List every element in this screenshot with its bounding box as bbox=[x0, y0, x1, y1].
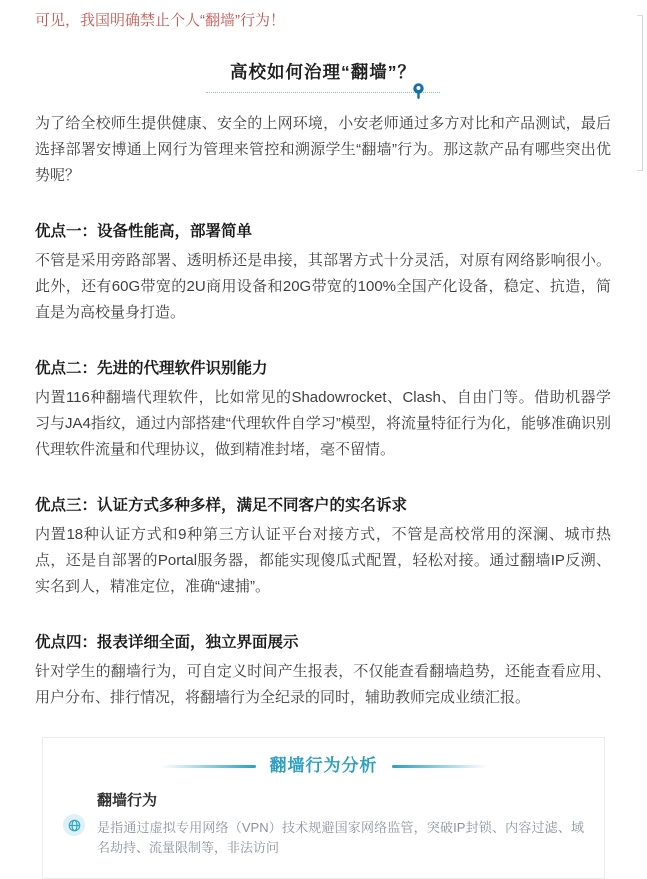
advantage-section-3 bbox=[35, 495, 611, 600]
advantage-section-4 bbox=[35, 632, 611, 711]
advantage-body: 内置18种认证方式和9种第三方认证平台对接方式，不管是高校常用的深澜、城市热点，还是自部署的Portal服务器，都能实现傻瓜式配置，轻松对接。通过翻墙IP反溯、实名到人，精准定位，准确“逮捕”。 bbox=[35, 526, 611, 595]
section-title-block bbox=[206, 60, 440, 93]
advantage-body: 针对学生的翻墙行为，可自定义时间产生报表，不仅能查看翻墙趋势，还能查看应用、用户分布、排行情况，将翻墙行为全纪录的同时，辅助教师完成业绩汇报。 bbox=[35, 663, 611, 706]
analysis-card bbox=[42, 737, 605, 879]
scrollbar[interactable] bbox=[637, 15, 643, 171]
card-definition: 是指通过虚拟专用网络（VPN）技术规避国家网络监管，突破IP封锁、内容过滤、域名劫持、流量限制等，非法访问 bbox=[97, 820, 584, 855]
card-title-row bbox=[63, 754, 584, 778]
advantage-section-1 bbox=[35, 221, 611, 326]
advantage-section-2 bbox=[35, 358, 611, 463]
title-decor-line-right bbox=[392, 765, 488, 768]
advantage-body: 不管是采用旁路部署、透明桥还是串接，其部署方式十分灵活，对原有网络影响很小。此外，还有60G带宽的2U商用设备和20G带宽的100%全国产化设备，稳定、抗造，简直是为高校量身打造。 bbox=[35, 252, 611, 321]
title-decor-line-left bbox=[160, 765, 256, 768]
card-body bbox=[63, 790, 584, 858]
advantage-heading: 优点一：设备性能高，部署简单 bbox=[35, 223, 253, 240]
magnifier-icon bbox=[411, 82, 426, 101]
card-text-column bbox=[97, 790, 584, 858]
page-title: 高校如何治理“翻墙”？ bbox=[230, 62, 416, 82]
lead-paragraph: 为了给全校师生提供健康、安全的上网环境，小安老师通过多方对比和产品测试，最后选择部署安博通上网行为管理来管控和溯源学生“翻墙”行为。那这款产品有哪些突出优势呢？ bbox=[35, 115, 611, 184]
globe-icon bbox=[63, 814, 85, 836]
advantage-heading: 优点四：报表详细全面，独立界面展示 bbox=[35, 634, 299, 651]
intro-warning-text: 可见，我国明确禁止个人“翻墙”行为！ bbox=[35, 12, 285, 29]
advantage-heading: 优点二：先进的代理软件识别能力 bbox=[35, 360, 268, 377]
advantage-heading: 优点三：认证方式多种多样，满足不同客户的实名诉求 bbox=[35, 497, 408, 514]
advantage-body: 内置116种翻墙代理软件，比如常见的Shadowrocket、Clash、自由门等。借助机器学习与JA4指纹，通过内部搭建“代理软件自学习”模型，将流量特征行为化，能够准确识别代理软件流量和代理协议，做到精准封堵，毫不留情。 bbox=[35, 389, 611, 458]
card-term-heading: 翻墙行为 bbox=[97, 792, 158, 809]
card-title: 翻墙行为分析 bbox=[269, 756, 378, 775]
